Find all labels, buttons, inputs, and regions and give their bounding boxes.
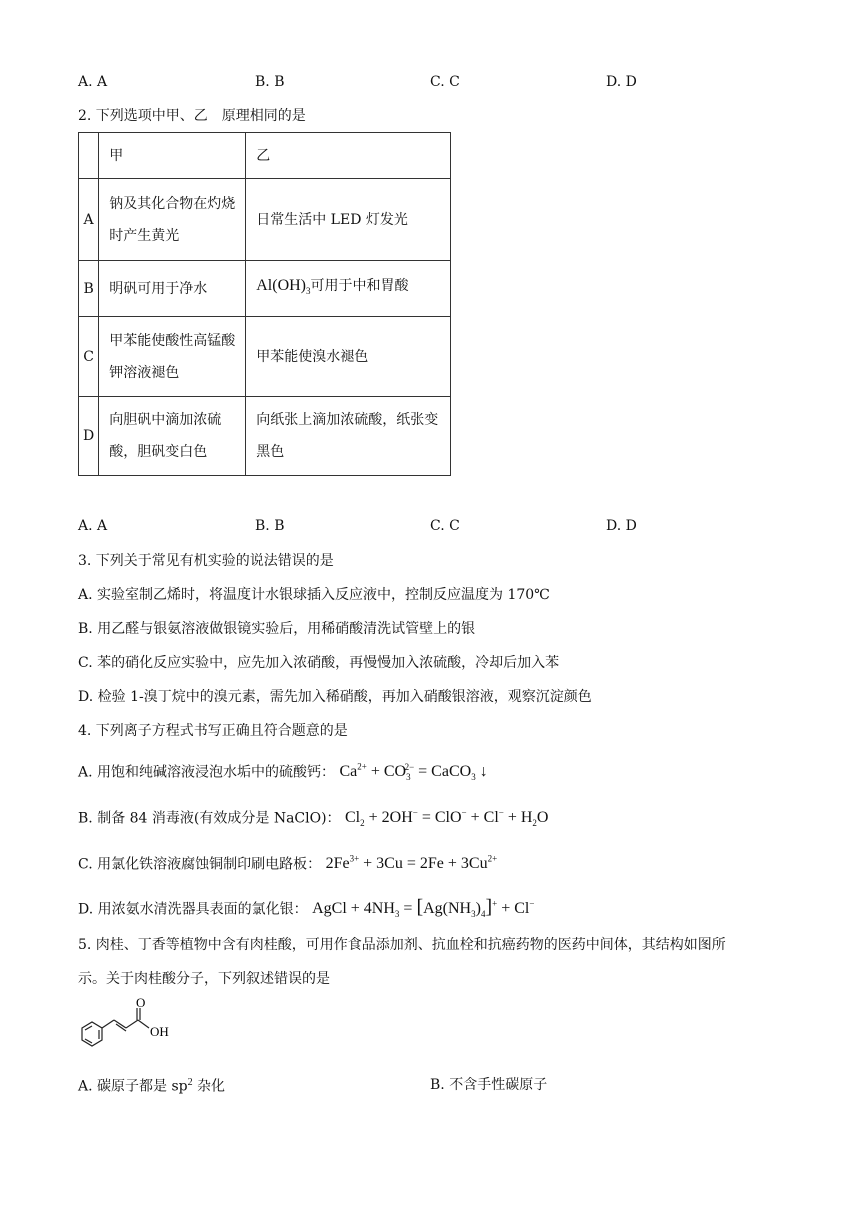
q4-option-c: C. 用氯化铁溶液腐蚀铜制印刷电路板： $2Fe^{3+} + 3Cu = 2Fe + 3Cu^{2+}$ (78, 854, 498, 873)
table-row (79, 397, 451, 476)
q3-option-b: B. 用乙醛与银氨溶液做银镜实验后，用稀硝酸清洗试管壁上的银 (78, 621, 476, 637)
row-label: B (79, 261, 99, 317)
cell-yi: 甲苯能使溴水褪色 (246, 317, 451, 397)
table-row (79, 179, 451, 261)
q5-stem-line1: 5. 肉桂、丁香等植物中含有肉桂酸，可用作食品添加剂、抗血栓和抗癌药物的医药中间体，其结构如图所 (78, 937, 726, 953)
cell-yi: 日常生活中 LED 灯发光 (246, 179, 451, 261)
q1-option-b: B. B (255, 74, 285, 90)
q2-option-b: B. B (255, 518, 285, 534)
q2-option-c: C. C (430, 518, 460, 534)
q3-stem: 3. 下列关于常见有机实验的说法错误的是 (78, 553, 334, 569)
row-label: C (79, 317, 99, 397)
q2-option-a: A. A (78, 518, 108, 534)
mol-oxygen-label: O (136, 998, 146, 1010)
mol-hydroxyl-label: OH (150, 1024, 169, 1039)
equation-c: $2Fe^{3+} + 3Cu = 2Fe + 3Cu^{2+}$ (325, 854, 498, 873)
header-cell-yi: 乙 (246, 133, 451, 179)
q2-table (78, 132, 451, 476)
q5-option-a: A. 碳原子都是 $sp^2$ 杂化 (78, 1077, 226, 1095)
row-label: D (79, 397, 99, 476)
q2-stem: 2. 下列选项中甲、乙 原理相同的是 (78, 108, 306, 124)
q1-option-a: A. A (78, 74, 108, 90)
q5-option-b: B. 不含手性碳原子 (430, 1077, 548, 1093)
formula-aloh3: $Al(OH)_3$ (256, 276, 311, 297)
cell-jia: 钠及其化合物在灼烧时产生黄光 (99, 179, 246, 261)
table-header-row (79, 133, 451, 179)
equation-a: $Ca^{2+} + CO_3^{2-}$ = CaCO$_3$ ↓ (339, 762, 488, 783)
header-cell-jia: 甲 (99, 133, 246, 179)
cell-yi: 向纸张上滴加浓硫酸，纸张变黑色 (246, 397, 451, 476)
header-cell-blank (79, 133, 99, 179)
cell-yi: $Al(OH)_3$可用于中和胃酸 (246, 261, 451, 317)
q3-option-d: D. 检验 1-溴丁烷中的溴元素，需先加入稀硝酸，再加入硝酸银溶液，观察沉淀颜色 (78, 689, 592, 705)
q1-option-c: C. C (430, 74, 460, 90)
q4-stem: 4. 下列离子方程式书写正确且符合题意的是 (78, 723, 348, 739)
cell-jia: 甲苯能使酸性高锰酸钾溶液褪色 (99, 317, 246, 397)
q5-stem-line2: 示。关于肉桂酸分子，下列叙述错误的是 (78, 971, 330, 987)
table-row (79, 317, 451, 397)
q4-option-a: A. 用饱和纯碱溶液浸泡水垢中的硫酸钙： $Ca^{2+} + CO_3^{2-}$ = CaCO$_3$ ↓ (78, 762, 488, 783)
row-label: A (79, 179, 99, 261)
q1-option-d: D. D (606, 74, 637, 90)
equation-b: $Cl_2 + 2OH^- = ClO^- + Cl^- + H_2O$ (345, 808, 549, 829)
cell-jia: 向胆矾中滴加浓硫酸，胆矾变白色 (99, 397, 246, 476)
q2-option-d: D. D (606, 518, 637, 534)
q4-option-b: B. 制备 84 消毒液(有效成分是 NaClO)： $Cl_2 + 2OH^- = ClO^- + Cl^- + H_2O$ (78, 808, 549, 829)
q3-option-c: C. 苯的硝化反应实验中，应先加入浓硝酸，再慢慢加入浓硫酸，冷却后加入苯 (78, 655, 560, 671)
table-row (79, 261, 451, 317)
cell-jia: 明矾可用于净水 (99, 261, 246, 317)
cinnamic-acid-structure (76, 998, 186, 1060)
q3-option-a: A. 实验室制乙烯时，将温度计水银球插入反应液中，控制反应温度为 170℃ (78, 587, 550, 603)
equation-d: AgCl + $4NH_3 = [Ag(NH_3)_4]^+ + Cl^-$ (312, 896, 535, 920)
q4-option-d: D. 用浓氨水清洗器具表面的氯化银： AgCl + $4NH_3 = [Ag(NH_3)_4]^+ + Cl^-$ (78, 896, 535, 920)
